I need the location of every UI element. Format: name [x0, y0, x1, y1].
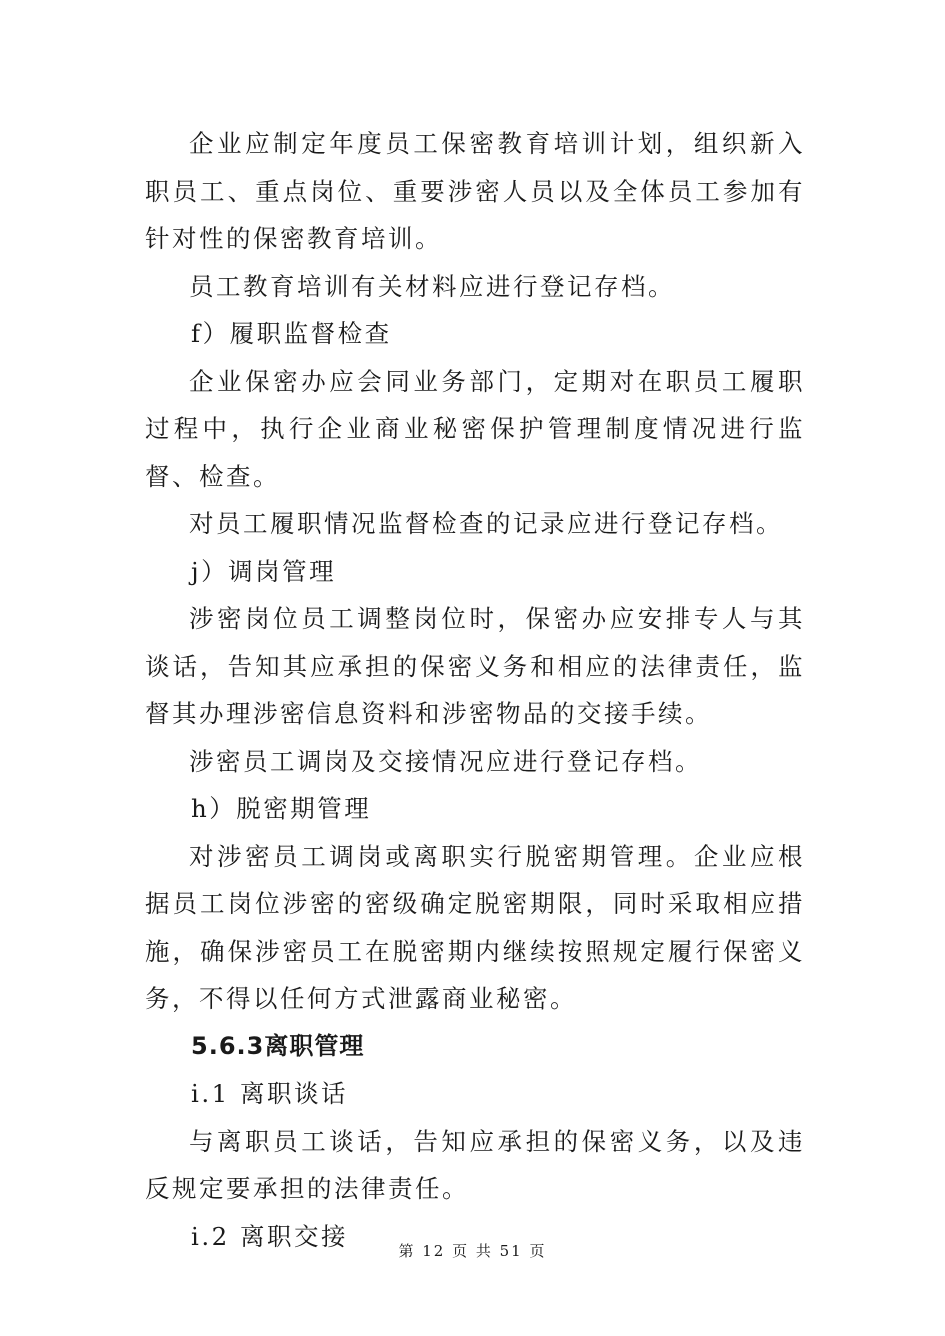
subheading-transfer: j）调岗管理	[191, 556, 337, 586]
paragraph-transfer: 涉密岗位员工调整岗位时，保密办应安排专人与其谈话，告知其应承担的保密义务和相应的法律责任，监督其办理涉密信息资料和涉密物品的交接手续。	[145, 604, 805, 728]
paragraph-supervision-archive: 对员工履职情况监督检查的记录应进行登记存档。	[189, 509, 783, 538]
page-number: 第 12 页 共 51 页	[398, 1242, 547, 1260]
paragraph-training-plan: 企业应制定年度员工保密教育培训计划，组织新入职员工、重点岗位、重要涉密人员以及全体员工参加有针对性的保密教育培训。	[145, 129, 805, 253]
subheading-declassification: h）脱密期管理	[191, 794, 372, 823]
paragraph-supervision: 企业保密办应会同业务部门，定期对在职员工履职过程中，执行企业商业秘密保护管理制度情况进行监督、检查。	[145, 366, 805, 491]
paragraph-transfer-archive: 涉密员工调岗及交接情况应进行登记存档。	[189, 746, 702, 776]
paragraph-exit-interview: 与离职员工谈话，告知应承担的保密义务，以及违反规定要承担的法律责任。	[145, 1126, 805, 1203]
subheading-exit-handover: i.2 离职交接	[191, 1221, 348, 1251]
document-body	[145, 120, 805, 1260]
subheading-exit-interview: i.1 离职谈话	[191, 1079, 348, 1108]
subheading-supervision: f）履职监督检查	[191, 319, 392, 348]
section-heading-resignation: 5.6.3离职管理	[191, 1031, 365, 1060]
paragraph-training-archive: 员工教育培训有关材料应进行登记存档。	[189, 271, 675, 301]
paragraph-declassification: 对涉密员工调岗或离职实行脱密期管理。企业应根据员工岗位涉密的密级确定脱密期限，同时采取相应措施，确保涉密员工在脱密期内继续按照规定履行保密义务，不得以任何方式泄露商业秘密。	[145, 841, 805, 1013]
